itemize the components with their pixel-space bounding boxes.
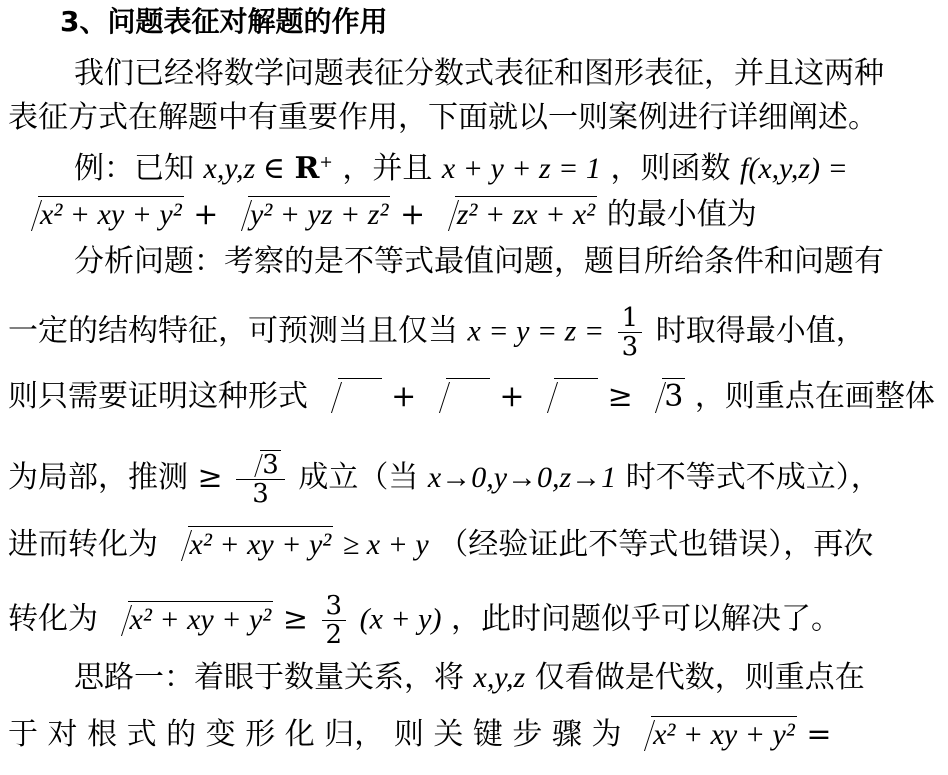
root-three <box>244 450 281 479</box>
example-vars: x,y,z ∈ <box>203 152 285 185</box>
geq-sign: ≥ <box>197 460 223 495</box>
analysis-text: ，则重点在画整体 <box>694 379 935 414</box>
fraction-three-halves <box>322 592 347 649</box>
limit-condition: x→0,y→0,z→1 <box>427 461 617 494</box>
analysis-line <box>74 244 948 280</box>
empty-radical <box>322 378 382 415</box>
example-formula-line <box>18 196 948 233</box>
radical-2 <box>232 196 390 233</box>
geq-sign: ≥ <box>607 379 633 414</box>
equals-sign: = <box>806 717 832 752</box>
analysis-line <box>8 526 948 563</box>
fraction-numerator <box>236 450 285 480</box>
analysis-text: 为局部，推测 <box>8 460 188 495</box>
idea-text: 思路一：着眼于数量关系，将 <box>74 660 464 695</box>
root-three-value: 3 <box>262 450 279 480</box>
analysis-text: 进而转化为 <box>8 527 158 562</box>
fraction-denominator: 3 <box>621 332 639 362</box>
fraction-root3-over-3 <box>236 450 285 508</box>
analysis-text: 则只需要证明这种形式 <box>8 379 308 414</box>
analysis-text: （经验证此不等式也错误），再次 <box>438 527 874 562</box>
analysis-text: 时取得最小值， <box>655 313 866 349</box>
plus-sign: + <box>391 379 417 414</box>
idea-text: 仅看做是代数，则重点在 <box>534 660 865 695</box>
analysis-line <box>8 450 948 508</box>
inequality: ≥ x + y <box>342 528 429 561</box>
fraction-denominator: 2 <box>325 620 343 650</box>
paragraph-text: 表征方式在解题中有重要作用，下面就以一则案例进行详细阐述。 <box>8 100 878 135</box>
fraction-numerator: 1 <box>618 304 643 333</box>
example-function: f(x,y,z) = <box>740 152 848 185</box>
idea-line <box>74 660 948 696</box>
radicand-2: y² + yz + z² <box>249 198 389 231</box>
idea-vars: x,y,z <box>473 661 526 694</box>
section-heading-text: 3、问题表征对解题的作用 <box>60 5 388 38</box>
fraction-denominator: 3 <box>252 479 269 509</box>
plus-sign: + <box>499 379 525 414</box>
analysis-line <box>8 304 948 361</box>
analysis-line <box>8 378 948 415</box>
radicand-xy: x² + xy + y² <box>189 528 332 561</box>
radicand-xy: x² + xy + y² <box>129 602 272 636</box>
radical-3 <box>439 196 597 233</box>
radical-xy <box>112 601 274 638</box>
radicand-3: z² + zx + x² <box>456 198 596 231</box>
geq-sign: ≥ <box>282 601 308 637</box>
fraction-numerator: 3 <box>322 592 347 621</box>
section-heading <box>60 4 948 40</box>
paragraph-line <box>8 100 948 136</box>
radicand-xy: x² + xy + y² <box>653 718 795 751</box>
radical-xy <box>635 716 797 753</box>
analysis-text: 分析问题：考察的是不等式最值问题，题目所给条件和问题有 <box>74 244 884 279</box>
radical-1 <box>22 196 184 233</box>
analysis-equality: x = y = z = <box>467 314 605 348</box>
radical-xy <box>172 526 334 563</box>
idea-text: 于 对 根 式 的 变 形 化 归， 则 关 键 步 骤 为 <box>8 717 622 752</box>
example-then: ，则函数 <box>610 151 731 186</box>
plus-sign: + <box>193 197 219 232</box>
analysis-text: ，此时问题似乎可以解决了。 <box>451 601 842 637</box>
example-prefix: 例：已知 <box>74 151 194 186</box>
analysis-line <box>8 592 948 649</box>
paragraph-line <box>74 56 948 92</box>
idea-line <box>8 716 948 753</box>
example-condition: x + y + z = 1 <box>441 152 601 185</box>
radicand-1: x² + xy + y² <box>40 198 182 231</box>
paragraph-text: 我们已经将数学问题表征分数式表征和图形表征，并且这两种 <box>74 56 884 91</box>
fraction-one-third <box>618 304 643 361</box>
example-line <box>74 144 948 187</box>
example-set: R <box>294 151 320 186</box>
empty-radical <box>538 378 598 415</box>
analysis-text: 成立（当 <box>298 460 419 495</box>
analysis-text: 转化为 <box>8 601 98 637</box>
root-three <box>646 378 685 415</box>
plus-sign: + <box>400 197 426 232</box>
example-mid: ，并且 <box>342 151 433 186</box>
analysis-text: 一定的结构特征，可预测当且仅当 <box>8 313 458 349</box>
empty-radical <box>430 378 490 415</box>
sum-expression: (x + y) <box>359 602 442 636</box>
example-tail: 的最小值为 <box>606 197 757 232</box>
analysis-text: 时不等式不成立）， <box>625 460 881 495</box>
example-set-sup: + <box>319 152 333 171</box>
root-three-value: 3 <box>664 379 684 414</box>
